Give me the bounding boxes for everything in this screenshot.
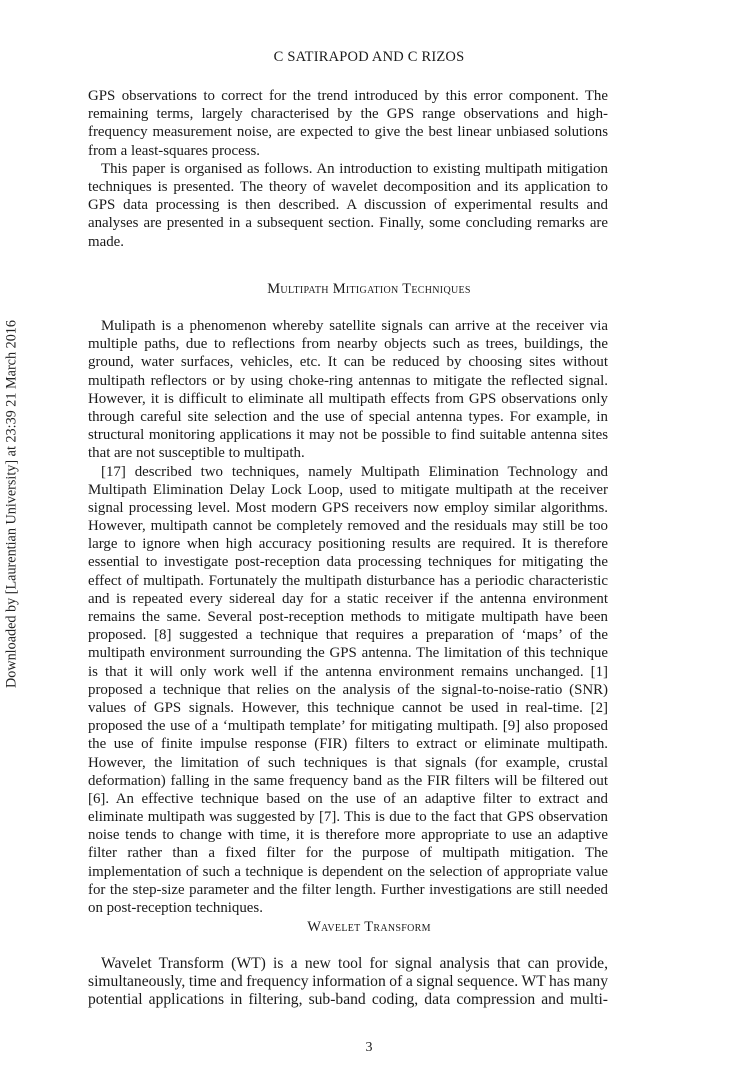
text-line: filter rather than a fixed filter for the purpose of multipath mitigation. The xyxy=(88,845,608,862)
text-line: Multipath Elimination Delay Lock Loop, used to mitigate multipath at the receiver xyxy=(88,481,608,498)
text-line: proposed. [8] suggested a technique that requires a preparation of ‘maps’ of the xyxy=(88,627,608,644)
text-line: proposed a technique that relies on the analysis of the signal-to-noise-ratio (SNR) xyxy=(88,681,608,698)
text-line: Wavelet Transform (WT) is a new tool for signal analysis that can provide, xyxy=(101,955,608,972)
text-line: large to ignore when high accuracy positioning results are required. It is therefore xyxy=(88,536,608,553)
download-watermark: Downloaded by [Laurentian University] at 23:39 21 March 2016 xyxy=(3,320,20,688)
text-line: However, the limitation of such techniques is that signals (for example, crustal xyxy=(88,754,608,771)
text-line: Mulipath is a phenomenon whereby satellite signals can arrive at the receiver via xyxy=(101,318,608,334)
text-line: This paper is organised as follows. An introduction to existing multipath mitigation xyxy=(101,160,608,177)
text-line: ground, water surfaces, vehicles, etc. It can be reduced by choosing sites without xyxy=(88,354,608,371)
text-line: noise tends to change with time, it is therefore more appropriate to use an adaptive xyxy=(88,827,608,844)
text-line: implementation of such a technique is dependent on the selection of appropriate value xyxy=(88,863,608,880)
text-line: made. xyxy=(88,233,124,250)
text-line: [6]. An effective technique based on the use of an adaptive filter to extract and xyxy=(88,790,608,807)
text-line: techniques is presented. The theory of wavelet decomposition and its application to xyxy=(88,178,608,195)
page-number: 3 xyxy=(365,1040,373,1055)
text-line: GPS data processing is then described. A discussion of experimental results and xyxy=(88,197,608,214)
section-heading-wavelet: Wavelet Transform xyxy=(307,919,431,935)
text-line: simultaneously, time and frequency information of a signal sequence. WT has many xyxy=(88,973,608,991)
text-line: structural monitoring applications it may not be possible to find suitable antenna sites xyxy=(88,427,608,444)
text-line: multipath reflectors or by using choke-ring antennas to mitigate the reflected signal. xyxy=(88,372,608,389)
text-line: However, it is difficult to eliminate all multipath effects from GPS observations only xyxy=(88,390,608,407)
text-line: analyses are presented in a subsequent section. Finally, some concluding remarks are xyxy=(88,215,608,232)
intro-text xyxy=(88,87,608,251)
text-line: is that it will only work well if the antenna environment remains unchanged. [1] xyxy=(88,663,608,680)
multipath-section-body xyxy=(88,317,608,917)
text-line: the use of finite impulse response (FIR) filters to extract or eliminate multipath. xyxy=(88,736,608,753)
text-line: through careful site selection and the use of special antenna types. For example, in xyxy=(88,408,608,425)
text-line: signal processing level. Most modern GPS receivers now employ similar algorithms. xyxy=(88,499,608,516)
text-line: for the step-size parameter and the filter length. Further investigations are still needed xyxy=(88,881,608,898)
text-line: [17] described two techniques, namely Multipath Elimination Technology and xyxy=(101,463,608,480)
text-line: and is repeated every sidereal day for a static receiver if the antenna environment xyxy=(88,590,608,607)
text-line: deformation) falling in the same frequency band as the FIR filters will be filtered out xyxy=(88,772,608,789)
text-line: frequency measurement noise, are expected to give the best linear unbiased solutions xyxy=(88,124,608,141)
text-line: multiple paths, due to reflections from nearby objects such as trees, buildings, the xyxy=(88,336,608,353)
text-line: proposed the use of a ‘multipath template’ for mitigating multipath. [9] also proposed xyxy=(88,718,608,735)
text-line: remains the same. Several post-reception methods to mitigate multipath have been xyxy=(88,609,608,625)
text-line: effect of multipath. Fortunately the multipath disturbance has a periodic characteristic xyxy=(88,572,608,589)
running-head: C SATIRAPOD AND C RIZOS xyxy=(273,49,465,65)
text-line: remaining terms, largely characterised by the GPS range observations and high- xyxy=(88,106,608,123)
section-heading-multipath: Multipath Mitigation Techniques xyxy=(267,281,471,297)
text-line: GPS observations to correct for the trend introduced by this error component. The xyxy=(88,88,608,104)
wavelet-section-body xyxy=(88,955,608,1010)
text-line: values of GPS signals. However, this technique cannot be used in real-time. [2] xyxy=(88,699,608,716)
text-line: eliminate multipath was suggested by [7]. This is due to the fact that GPS observation xyxy=(88,809,608,826)
text-line: on post-reception techniques. xyxy=(88,900,263,916)
text-line: multipath environment surrounding the GPS antenna. The limitation of this technique xyxy=(88,645,608,662)
text-line: potential applications in filtering, sub-band coding, data compression and multi- xyxy=(88,991,608,1009)
text-line: that are not susceptible to multipath. xyxy=(88,445,305,462)
text-line: essential to investigate post-reception data processing techniques for mitigating the xyxy=(88,554,608,571)
text-line: However, multipath cannot be completely removed and the residuals may still be too xyxy=(88,518,608,535)
text-line: from a least-squares process. xyxy=(88,142,261,159)
